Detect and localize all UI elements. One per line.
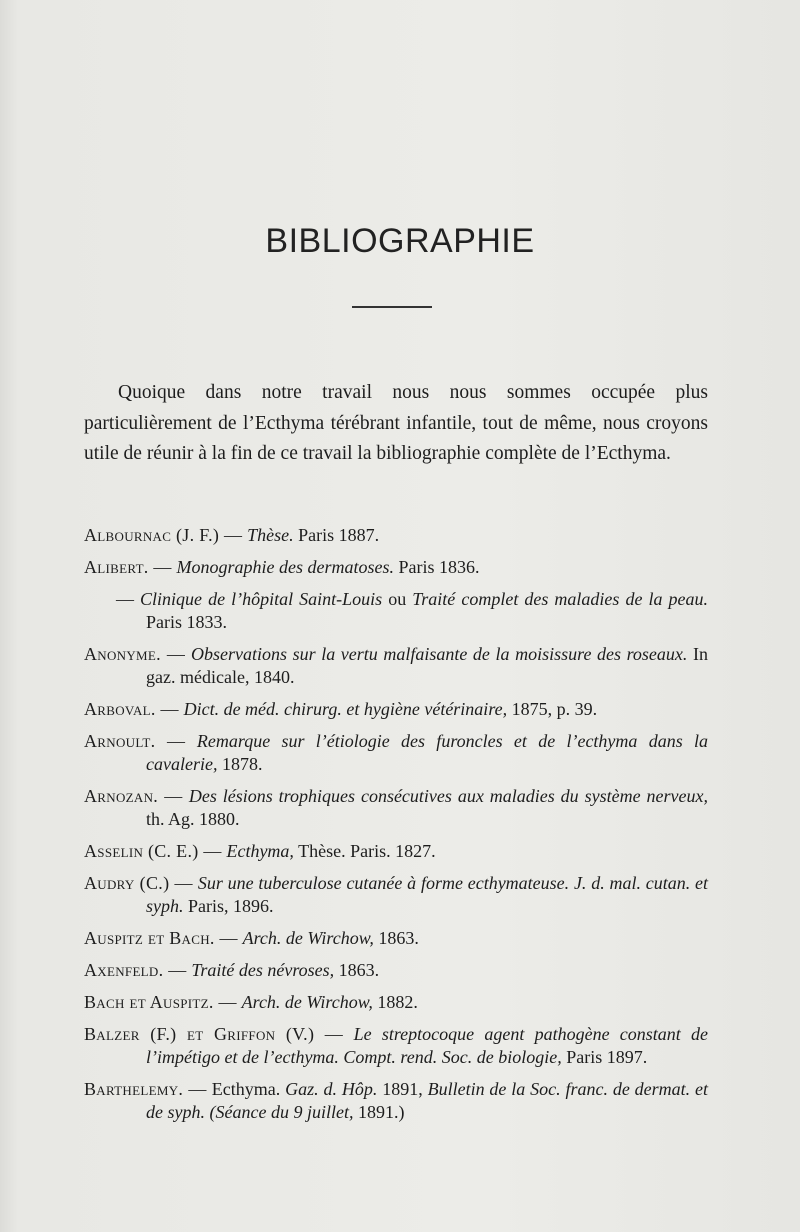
bibliography-entry: Arnoult. — Remarque sur l’étiologie des furoncles et de l’ecthyma dans la cavalerie, 1878.: [84, 731, 708, 774]
bibliography-entry: Audry (C.) — Sur une tuberculose cutanée à forme ecthymateuse. J. d. mal. cutan. et syph. Paris, 1896.: [84, 873, 708, 916]
intro-text: Quoique dans notre travail nous nous sommes occupée plus particulièrement de l’Ecthyma térébrant infantile, tout de même, nous croyons utile de réunir à la fin de ce travail la bibliographie complète de l’Ecthyma.: [84, 382, 708, 464]
bibliography-entry: Axenfeld. — Traité des névroses, 1863.: [84, 960, 380, 980]
bibliography-entry: Arboval. — Dict. de méd. chirurg. et hygiène vétérinaire, 1875, p. 39.: [84, 699, 598, 719]
bibliography-list: [84, 524, 708, 1133]
bibliography-entry: Barthelemy. — Ecthyma. Gaz. d. Hôp. 1891, Bulletin de la Soc. franc. de dermat. et de syph. (Séance du 9 juillet, 1891.): [84, 1079, 708, 1122]
bibliography-entry: Asselin (C. E.) — Ecthyma, Thèse. Paris. 1827.: [84, 841, 436, 861]
intro-paragraph: [84, 378, 708, 470]
page-title: BIBLIOGRAPHIE: [265, 222, 535, 260]
bibliography-entry: Anonyme. — Observations sur la vertu malfaisante de la moisissure des roseaux. In gaz. médicale, 1840.: [84, 644, 708, 687]
bibliography-entry: Bach et Auspitz. — Arch. de Wirchow, 1882.: [84, 992, 418, 1012]
title-divider: [352, 306, 432, 308]
bibliography-entry: Auspitz et Bach. — Arch. de Wirchow, 1863.: [84, 928, 419, 948]
bibliography-entry: Alibert. — Monographie des dermatoses. Paris 1836.: [84, 557, 480, 577]
bibliography-entry: Arnozan. — Des lésions trophiques consécutives aux maladies du système nerveux, th. Ag. 1880.: [84, 786, 708, 829]
bibliography-entry: Albournac (J. F.) — Thèse. Paris 1887.: [84, 525, 380, 545]
bibliography-entry: — Clinique de l’hôpital Saint-Louis ou Traité complet des maladies de la peau. Paris 1833.: [116, 589, 709, 632]
bibliography-entry: Balzer (F.) et Griffon (V.) — Le streptocoque agent pathogène constant de l’impétigo et de l’ecthyma. Compt. rend. Soc. de biologie, Paris 1897.: [84, 1024, 708, 1067]
